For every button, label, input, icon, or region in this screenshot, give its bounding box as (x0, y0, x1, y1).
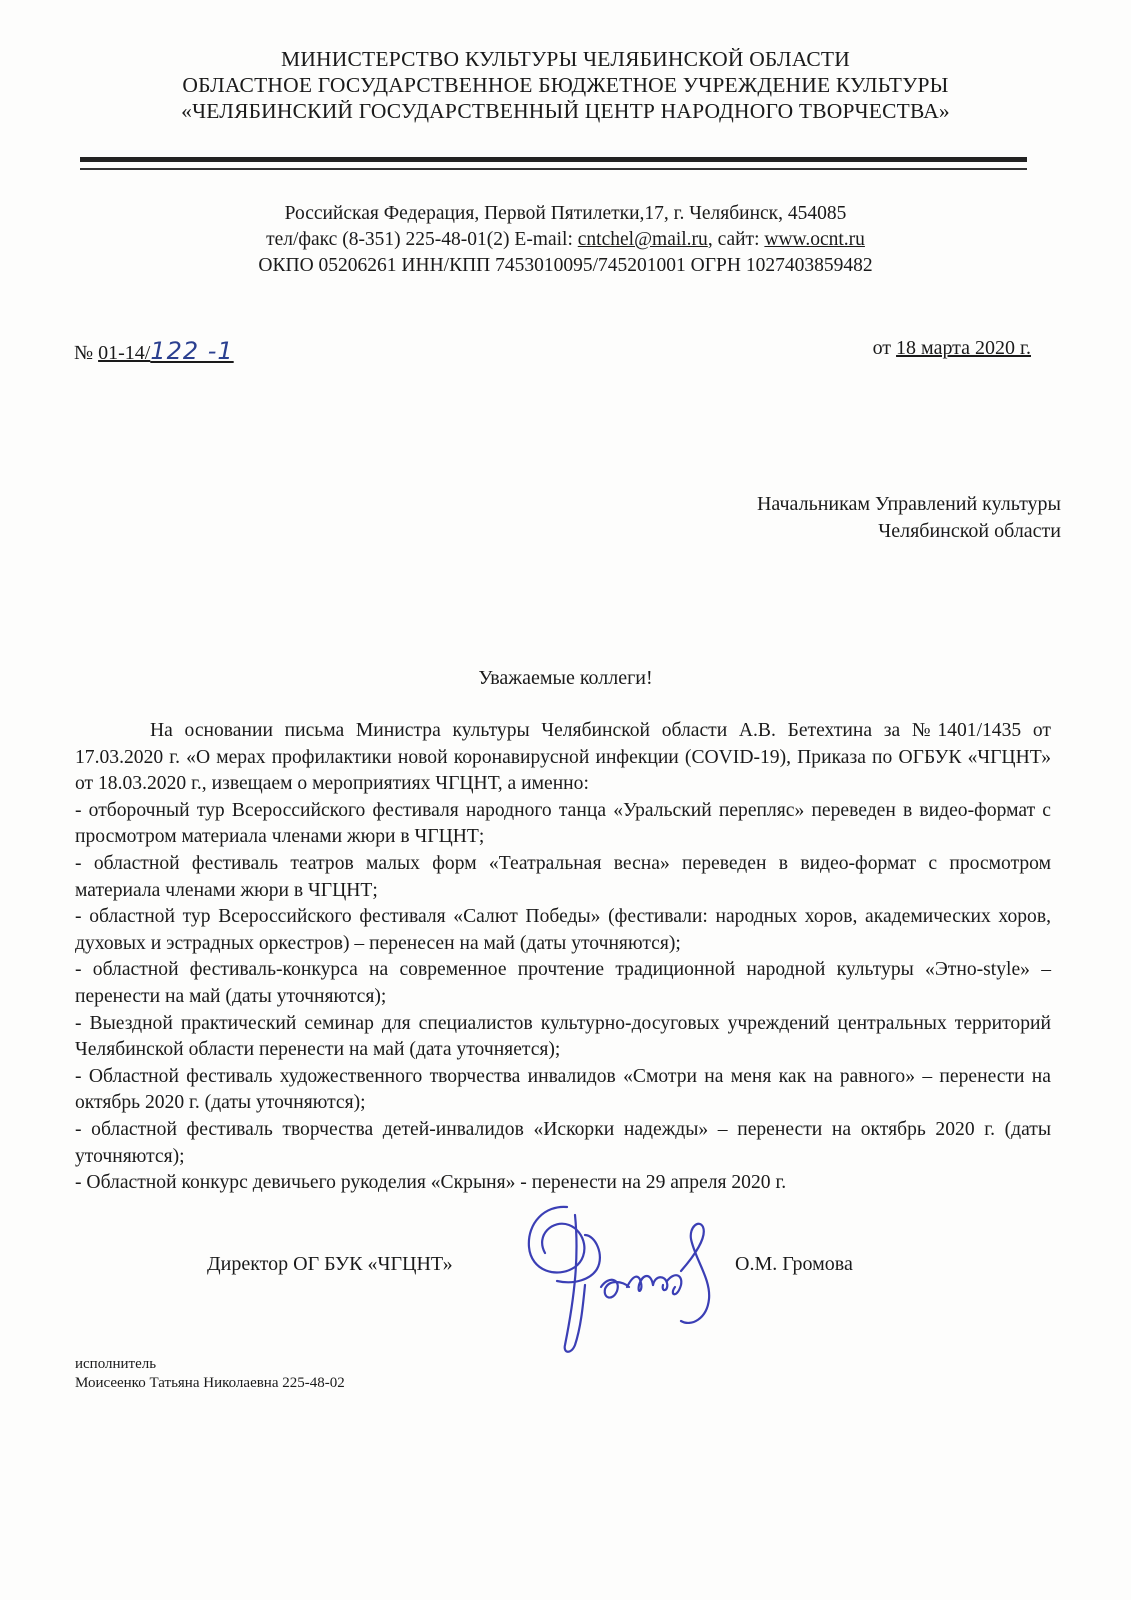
salutation: Уважаемые коллеги! (478, 667, 653, 689)
letterhead (0, 46, 1131, 124)
executor-block (75, 1355, 345, 1393)
body-item: - Областной фестиваль художественного творчества инвалидов «Смотри на меня как на равного» – перенести на октябрь 2020 г. (даты уточняются); (75, 1065, 1051, 1114)
handwritten-signature-icon (505, 1195, 740, 1365)
letter-body (75, 718, 1051, 1197)
phone-text: тел/факс (8-351) 225-48-01(2) E-mail: (266, 229, 578, 250)
date-value: 18 марта 2020 г. (896, 337, 1031, 359)
signatory-title: Директор ОГ БУК «ЧГЦНТ» (207, 1253, 453, 1275)
body-item: - Выездной практический семинар для специалистов культурно-досуговых учреждений центральных территорий Челябинской области перенести на май (дата уточняется); (75, 1012, 1051, 1061)
number-printed: 01-14/ (98, 342, 151, 364)
addressee-line-2: Челябинской области (878, 520, 1061, 542)
executor-label: исполнитель (75, 1356, 157, 1372)
signatory-name: О.М. Громова (735, 1253, 853, 1275)
letterhead-divider-thin (80, 168, 1027, 170)
site-label: , сайт: (707, 229, 765, 250)
body-item: - отборочный тур Всероссийского фестиваля народного танца «Уральский перепляс» переведен в видео-формат с просмотром материала членами жюри в ЧГЦНТ; (75, 799, 1051, 848)
body-intro: На основании письма Министра культуры Челябинской области А.В. Бетехтина за №1401/1435 от 17.03.2020 г. «О мерах профилактики новой коронавирусной инфекции (COVID-19), Приказа по ОГБУК «ЧГЦНТ» от 18.03.2020 г., извещаем о мероприятиях ЧГЦНТ, а именно: (75, 720, 1051, 795)
contact-block (0, 201, 1131, 279)
number-sign: № (74, 342, 99, 364)
body-item: - областной тур Всероссийского фестиваля «Салют Победы» (фестивали: народных хоров, академических хоров, духовых и эстрадных оркестров) – перенесен на май (даты уточняются); (75, 906, 1051, 954)
body-item: - областной фестиваль театров малых форм «Театральная весна» переведен в видео-формат с просмотром материала членами жюри в ЧГЦНТ; (75, 852, 1051, 901)
ministry-name: МИНИСТЕРСТВО КУЛЬТУРЫ ЧЕЛЯБИНСКОЙ ОБЛАСТИ (281, 47, 850, 71)
phone-email-site-line (0, 227, 1131, 253)
registry-codes: ОКПО 05206261 ИНН/КПП 7453010095/745201001 ОГРН 1027403859482 (258, 255, 873, 276)
body-item: - областной фестиваль-конкурса на современное прочтение традиционной народной культуры «Этно-style» – перенести на май (даты уточняются); (75, 959, 1051, 1007)
postal-address: Российская Федерация, Первой Пятилетки,17, г. Челябинск, 454085 (284, 203, 847, 224)
addressee-line-1: Начальникам Управлений культуры (756, 493, 1061, 515)
number-handwritten: 122 -1 (150, 337, 234, 365)
executor-contact: Моисеенко Татьяна Николаевна 225-48-02 (75, 1375, 345, 1391)
addressee-block (757, 491, 1061, 545)
letterhead-divider-thick (80, 157, 1027, 162)
institution-name: «ЧЕЛЯБИНСКИЙ ГОСУДАРСТВЕННЫЙ ЦЕНТР НАРОДНОГО ТВОРЧЕСТВА» (181, 99, 950, 123)
body-item: - областной фестиваль творчества детей-инвалидов «Искорки надежды» – перенести на октябрь 2020 г. (даты уточняются); (75, 1118, 1051, 1167)
email-link[interactable]: cntchel@mail.ru (577, 229, 708, 250)
date-prefix: от (872, 337, 897, 359)
website-link[interactable]: www.ocnt.ru (764, 229, 865, 250)
document-number (74, 337, 234, 365)
institution-type: ОБЛАСТНОЕ ГОСУДАРСТВЕННОЕ БЮДЖЕТНОЕ УЧРЕЖДЕНИЕ КУЛЬТУРЫ (182, 73, 949, 97)
document-date (873, 337, 1031, 360)
body-item: - Областной конкурс девичьего рукоделия «Скрыня» - перенести на 29 апреля 2020 г. (75, 1172, 787, 1194)
